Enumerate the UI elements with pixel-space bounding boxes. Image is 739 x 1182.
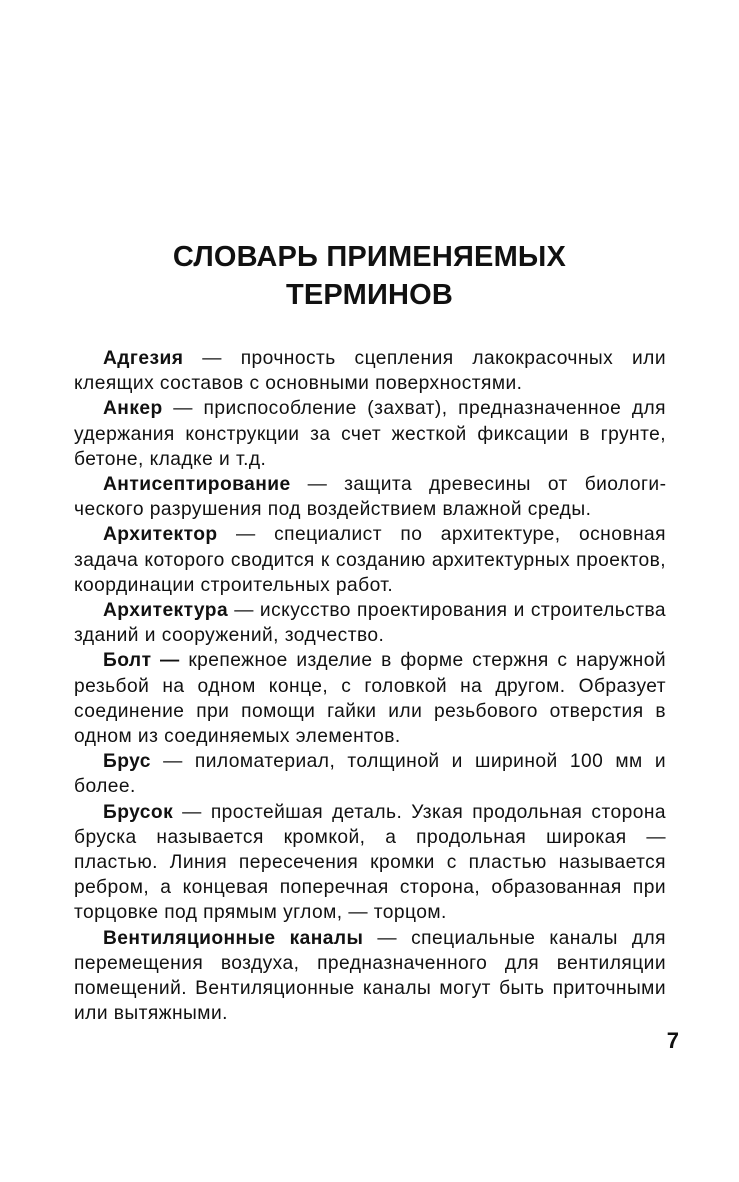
glossary-term: Архитектор [103, 524, 218, 546]
glossary-definition: — защита древесины от биологического разрушения под воздействием влажной среды. [74, 474, 666, 521]
glossary-term: Вентиляционные каналы [103, 927, 364, 949]
glossary-term: Брусок [103, 801, 174, 823]
glossary-term: Архитектура [103, 600, 229, 622]
glossary-entry-bolt [74, 648, 666, 749]
page-number: 7 [666, 1028, 679, 1053]
page-title-line-1: СЛОВАРЬ ПРИМЕНЯЕМЫХ [172, 241, 567, 273]
glossary-entry-antiseptic [74, 472, 666, 522]
glossary-definition: крепежное изделие в форме стержня с наружной резьбой на одном конце, с головкой на другом. Образует соединение при помощи гайки или резьбового отверстия в одном из соединяемых элементов. [74, 650, 666, 748]
glossary-definition: — пиломатериал, толщиной и шириной 100 мм и более. [74, 751, 666, 798]
glossary-entry-architect [74, 522, 666, 598]
glossary-entry-bar [74, 800, 666, 926]
glossary-entry-architecture [74, 598, 666, 648]
glossary-definition: — специалист по архитектуре, основная задача которого сводится к созданию архитектурных проектов, координации строительных работ. [74, 524, 666, 596]
glossary-term: Болт — [103, 650, 180, 672]
glossary-definition: — приспособление (захват), предназначенное для удержания конструкции за счет жесткой фиксации в грунте, бетоне, кладке и т.д. [74, 398, 666, 470]
glossary-term: Брус [103, 751, 151, 773]
glossary-entry-anchor [74, 396, 666, 472]
glossary-term: Анкер [103, 398, 163, 420]
glossary-definition: — прочность сцепления лакокрасочных или клеящих составов с основными поверхностями. [74, 348, 666, 395]
glossary-definition: — специальные каналы для перемещения воздуха, предназначенного для вентиляции помещений. Вентиляционные каналы могут быть приточными или вытяжными. [74, 927, 666, 1025]
glossary-entry-ventilation-ducts [74, 926, 666, 1027]
page-title [0, 238, 739, 314]
glossary-term: Адгезия [103, 348, 184, 369]
glossary-entry-beam [74, 749, 666, 799]
glossary-definition: — искусство проектирования и строительства зданий и сооружений, зодчество. [74, 600, 666, 647]
glossary-term: Антисептирование [103, 474, 291, 496]
page-title-line-2: ТЕРМИНОВ [285, 279, 454, 311]
glossary-definition: — простейшая деталь. Узкая продольная сторона бруска называется кромкой, а продольная широкая — пластью. Линия пересечения кромки с пластью называется ребром, а концевая поперечная сторона, образованная при торцовке под прямым углом, — торцом. [74, 801, 666, 924]
glossary-entry-adhesion [74, 346, 666, 396]
glossary [74, 346, 666, 1026]
